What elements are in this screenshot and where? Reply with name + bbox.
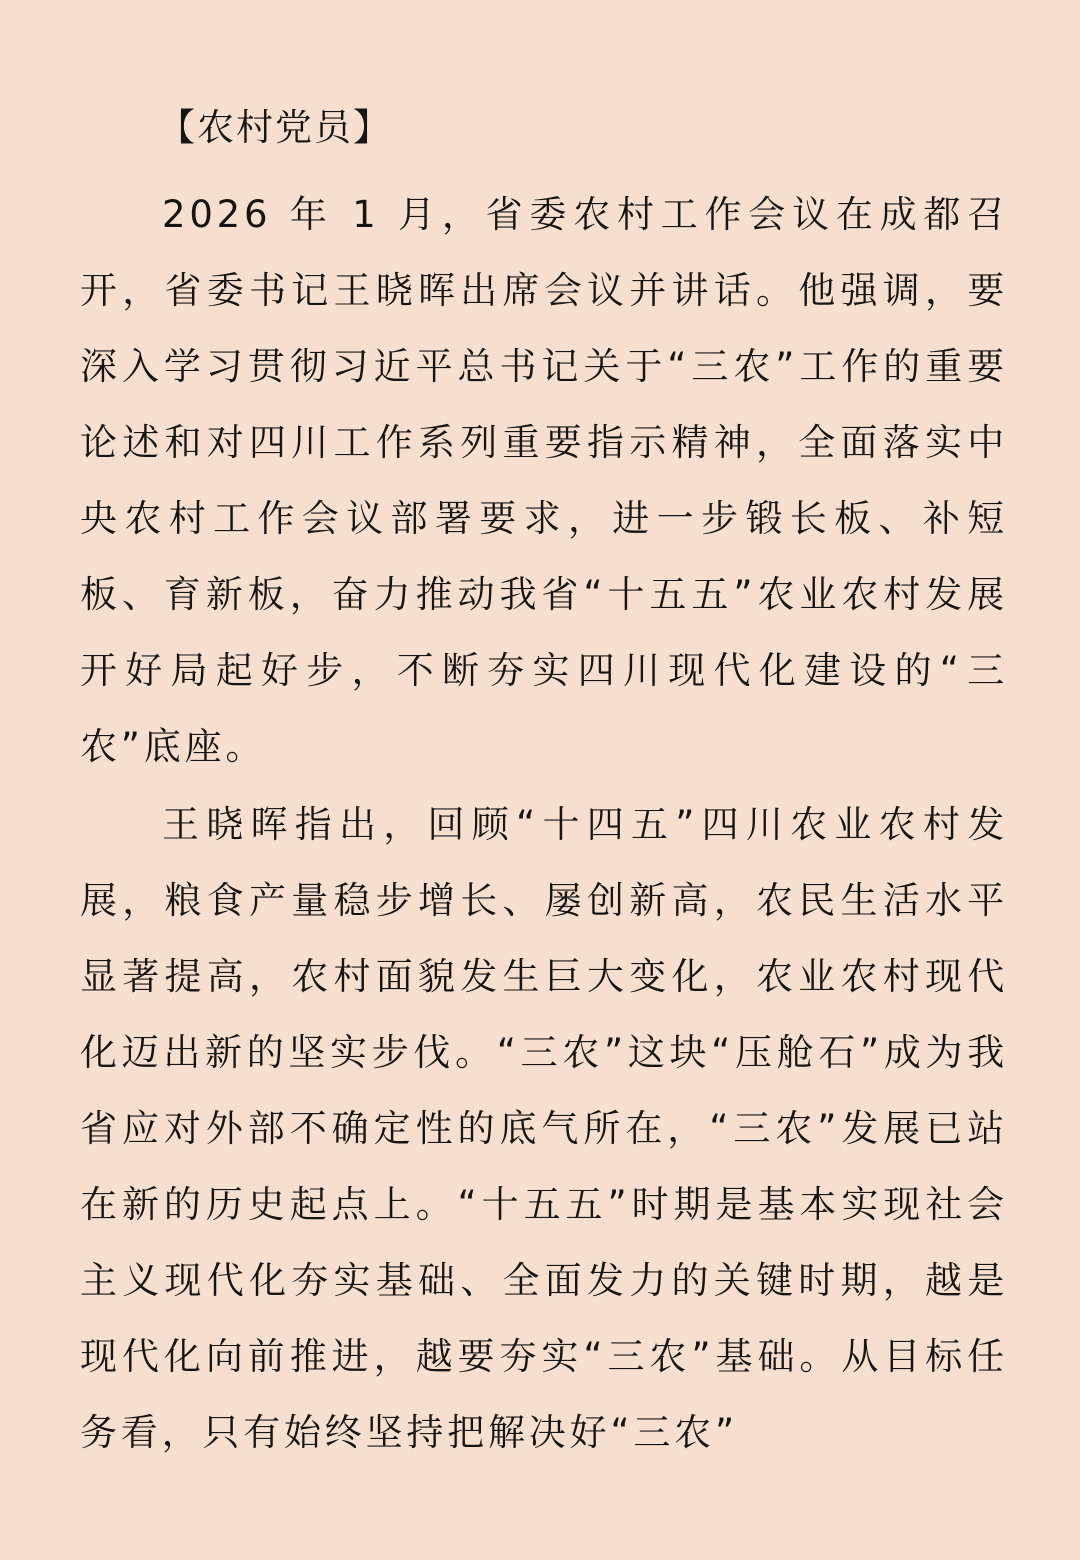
section-tag: 【农村党员】 (158, 106, 392, 149)
paragraph-1: 2026 年 1 月，省委农村工作会议在成都召开，省委书记王晓晖出席会议并讲话。他强调，要深入学习贯彻习近平总书记关于“三农”工作的重要论述和对四川工作系列重要指示精神，全面落实中央农村工作会议部署要求，进一步锻长板、补短板、育新板，奋力推动我省“十五五”农业农村发展开好局起好步，不断夯实四川现代化建设的“三农”底座。 (80, 193, 1008, 768)
paragraph-2: 王晓晖指出，回顾“十四五”四川农业农村发展，粮食产量稳步增长、屡创新高，农民生活水平显著提高，农村面貌发生巨大变化，农业农村现代化迈出新的坚实步伐。“三农”这块“压舱石”成为我省应对外部不确定性的底气所在，“三农”发展已站在新的历史起点上。“十五五”时期是基本实现社会主义现代化夯实基础、全面发力的关键时期，越是现代化向前推进，越要夯实“三农”基础。从目标任务看，只有始终坚持把解决好“三农” (80, 803, 1008, 1454)
